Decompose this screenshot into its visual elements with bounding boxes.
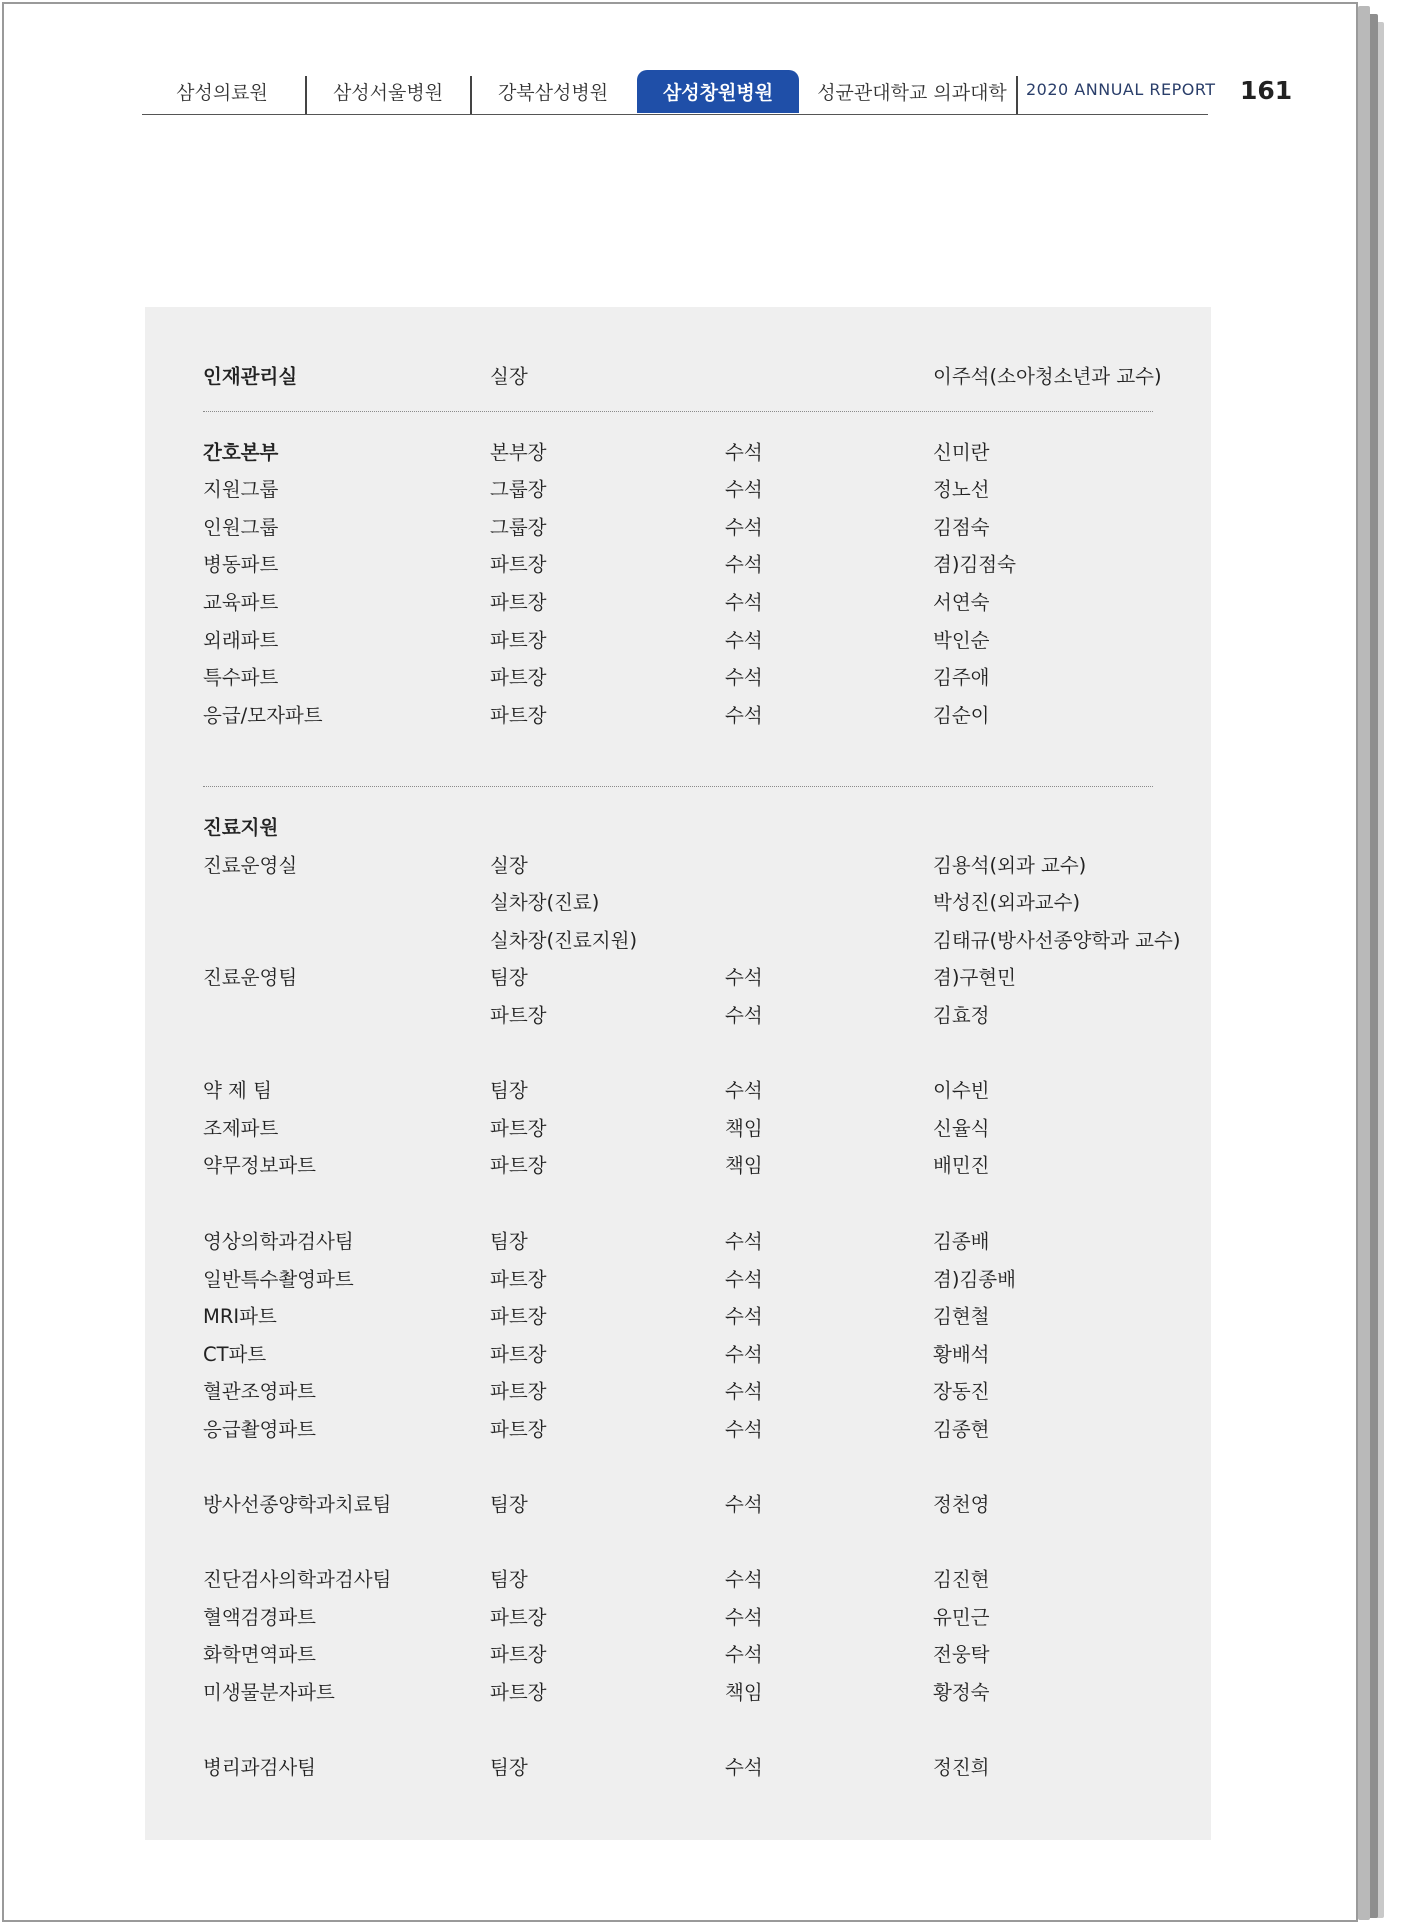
dept-cell: 병리과검사팀 <box>203 1756 317 1779</box>
role-cell: 그룹장 <box>490 516 547 539</box>
name-cell: 신미란 <box>933 441 990 464</box>
tab-divider <box>305 76 307 114</box>
rank-cell: 수석 <box>725 1493 763 1516</box>
rank-cell: 수석 <box>725 1305 763 1328</box>
rank-cell: 수석 <box>725 1230 763 1253</box>
tab-samsung-seoul-hospital[interactable]: 삼성서울병원 <box>332 82 444 104</box>
name-cell: 이수빈 <box>933 1079 990 1102</box>
role-cell: 실차장(진료지원) <box>490 929 638 952</box>
role-cell: 팀장 <box>490 1230 528 1253</box>
name-cell: 겸)구현민 <box>933 966 1016 989</box>
name-cell: 정노선 <box>933 478 990 501</box>
table-row <box>203 700 1153 734</box>
table-row <box>203 887 1153 921</box>
role-cell: 팀장 <box>490 1756 528 1779</box>
role-cell: 파트장 <box>490 1154 547 1177</box>
name-cell: 서연숙 <box>933 591 990 614</box>
rank-cell: 수석 <box>725 1380 763 1403</box>
dept-cell: 인재관리실 <box>203 365 298 388</box>
rank-cell: 수석 <box>725 441 763 464</box>
role-cell: 파트장 <box>490 629 547 652</box>
rank-cell: 수석 <box>725 1343 763 1366</box>
dept-cell: 병동파트 <box>203 553 279 576</box>
name-cell: 전웅탁 <box>933 1643 990 1666</box>
name-cell: 박성진(외과교수) <box>933 891 1081 914</box>
table-row <box>203 1602 1153 1636</box>
rank-cell: 수석 <box>725 629 763 652</box>
report-title: 2020 ANNUAL REPORT <box>1026 80 1216 99</box>
dept-cell: 인원그룹 <box>203 516 279 539</box>
dept-cell: 혈관조영파트 <box>203 1380 317 1403</box>
tab-kangbuk-samsung-hospital[interactable]: 강북삼성병원 <box>497 82 609 104</box>
role-cell: 실차장(진료) <box>490 891 600 914</box>
tab-samsung-changwon-hospital[interactable]: 삼성창원병원 <box>637 70 799 113</box>
table-row <box>203 1075 1153 1109</box>
tab-divider <box>1016 76 1018 114</box>
dept-cell: 영상의학과검사팀 <box>203 1230 354 1253</box>
role-cell: 파트장 <box>490 1268 547 1291</box>
role-cell: 파트장 <box>490 1117 547 1140</box>
rank-cell: 책임 <box>725 1681 763 1704</box>
tab-divider <box>470 76 472 114</box>
role-cell: 팀장 <box>490 966 528 989</box>
name-cell: 박인순 <box>933 629 990 652</box>
rank-cell: 수석 <box>725 1004 763 1027</box>
dept-cell: 방사선종양학과치료팀 <box>203 1493 392 1516</box>
role-cell: 실장 <box>490 854 528 877</box>
name-cell: 김효정 <box>933 1004 990 1027</box>
name-cell: 김진현 <box>933 1568 990 1591</box>
dept-cell: 약 제 팀 <box>203 1079 272 1102</box>
name-cell: 김점숙 <box>933 516 990 539</box>
rank-cell: 수석 <box>725 1079 763 1102</box>
name-cell: 김주애 <box>933 666 990 689</box>
name-cell: 김현철 <box>933 1305 990 1328</box>
table-row <box>203 1752 1153 1786</box>
rank-cell: 수석 <box>725 1568 763 1591</box>
name-cell: 황정숙 <box>933 1681 990 1704</box>
dept-cell: 외래파트 <box>203 629 279 652</box>
name-cell: 이주석(소아청소년과 교수) <box>933 365 1162 388</box>
dept-cell: 혈액검경파트 <box>203 1606 317 1629</box>
table-row <box>203 474 1153 508</box>
table-row <box>203 437 1153 471</box>
table-row <box>203 1489 1153 1523</box>
name-cell: 황배석 <box>933 1343 990 1366</box>
dept-cell: 진단검사의학과검사팀 <box>203 1568 392 1591</box>
dept-cell: 응급촬영파트 <box>203 1418 317 1441</box>
rank-cell: 수석 <box>725 666 763 689</box>
role-cell: 팀장 <box>490 1568 528 1591</box>
rank-cell: 수석 <box>725 1418 763 1441</box>
table-row <box>203 850 1153 884</box>
dept-cell: 진료지원 <box>203 816 279 839</box>
role-cell: 파트장 <box>490 553 547 576</box>
section-heading <box>203 812 1153 846</box>
rank-cell: 수석 <box>725 966 763 989</box>
table-row <box>203 1639 1153 1673</box>
table-row <box>203 962 1153 996</box>
role-cell: 파트장 <box>490 1606 547 1629</box>
dept-cell: 조제파트 <box>203 1117 279 1140</box>
role-cell: 실장 <box>490 365 528 388</box>
dept-cell: 미생물분자파트 <box>203 1681 335 1704</box>
rank-cell: 수석 <box>725 1606 763 1629</box>
role-cell: 파트장 <box>490 1643 547 1666</box>
role-cell: 파트장 <box>490 1681 547 1704</box>
table-row <box>203 662 1153 696</box>
dept-cell: 간호본부 <box>203 441 279 464</box>
table-row <box>203 1564 1153 1598</box>
name-cell: 김종배 <box>933 1230 990 1253</box>
staff-directory-panel <box>145 307 1211 1840</box>
name-cell: 겸)김점숙 <box>933 553 1016 576</box>
table-row <box>203 1150 1153 1184</box>
name-cell: 겸)김종배 <box>933 1268 1016 1291</box>
table-row <box>203 587 1153 621</box>
table-row <box>203 925 1181 959</box>
role-cell: 파트장 <box>490 1004 547 1027</box>
rank-cell: 수석 <box>725 1756 763 1779</box>
dept-cell: 진료운영팀 <box>203 966 298 989</box>
page-number: 161 <box>1240 76 1293 105</box>
name-cell: 정진희 <box>933 1756 990 1779</box>
role-cell: 팀장 <box>490 1493 528 1516</box>
dept-cell: 약무정보파트 <box>203 1154 317 1177</box>
rank-cell: 수석 <box>725 478 763 501</box>
table-row <box>203 1376 1153 1410</box>
role-cell: 본부장 <box>490 441 547 464</box>
table-row <box>203 1339 1153 1373</box>
rank-cell: 수석 <box>725 516 763 539</box>
section-divider <box>203 786 1153 787</box>
role-cell: 파트장 <box>490 1305 547 1328</box>
dept-cell: 특수파트 <box>203 666 279 689</box>
dept-cell: 응급/모자파트 <box>203 704 323 727</box>
role-cell: 파트장 <box>490 1343 547 1366</box>
table-row <box>203 1264 1153 1298</box>
table-row <box>203 625 1153 659</box>
dept-cell: 지원그룹 <box>203 478 279 501</box>
table-row <box>203 361 1162 395</box>
table-row <box>203 1000 1153 1034</box>
role-cell: 파트장 <box>490 1418 547 1441</box>
table-row <box>203 1677 1153 1711</box>
role-cell: 그룹장 <box>490 478 547 501</box>
name-cell: 김종현 <box>933 1418 990 1441</box>
role-cell: 팀장 <box>490 1079 528 1102</box>
name-cell: 김태규(방사선종양학과 교수) <box>933 929 1181 952</box>
rank-cell: 수석 <box>725 553 763 576</box>
name-cell: 장동진 <box>933 1380 990 1403</box>
role-cell: 파트장 <box>490 591 547 614</box>
table-row <box>203 512 1153 546</box>
role-cell: 파트장 <box>490 1380 547 1403</box>
rank-cell: 책임 <box>725 1117 763 1140</box>
role-cell: 파트장 <box>490 704 547 727</box>
table-row <box>203 1414 1153 1448</box>
table-row <box>203 1226 1153 1260</box>
rank-cell: 수석 <box>725 704 763 727</box>
dept-cell: 일반특수촬영파트 <box>203 1268 354 1291</box>
name-cell: 김용석(외과 교수) <box>933 854 1087 877</box>
name-cell: 신율식 <box>933 1117 990 1140</box>
dept-cell: MRI파트 <box>203 1305 277 1328</box>
page-stack-edge <box>1358 6 1370 1920</box>
rank-cell: 책임 <box>725 1154 763 1177</box>
table-row <box>203 549 1153 583</box>
section-divider <box>203 411 1153 412</box>
tab-skku-medical-school[interactable]: 성균관대학교 의과대학 <box>817 82 1007 104</box>
table-row <box>203 1301 1153 1335</box>
dept-cell: CT파트 <box>203 1343 267 1366</box>
rank-cell: 수석 <box>725 1268 763 1291</box>
rank-cell: 수석 <box>725 591 763 614</box>
name-cell: 정천영 <box>933 1493 990 1516</box>
tab-samsung-medical-center[interactable]: 삼성의료원 <box>176 82 268 104</box>
dept-cell: 진료운영실 <box>203 854 298 877</box>
dept-cell: 교육파트 <box>203 591 279 614</box>
role-cell: 파트장 <box>490 666 547 689</box>
rank-cell: 수석 <box>725 1643 763 1666</box>
name-cell: 배민진 <box>933 1154 990 1177</box>
dept-cell: 화학면역파트 <box>203 1643 317 1666</box>
name-cell: 김순이 <box>933 704 990 727</box>
name-cell: 유민근 <box>933 1606 990 1629</box>
table-row <box>203 1113 1153 1147</box>
